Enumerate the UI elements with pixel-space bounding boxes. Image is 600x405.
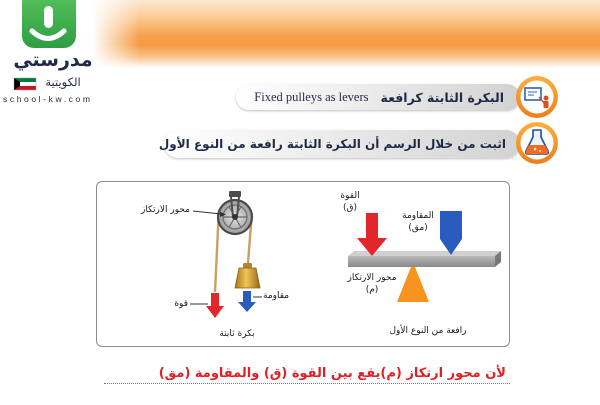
answer-line: لأن محور ارتكاز (م)يقع بين القوة (ق) والمقاومة (مق) [104,364,510,384]
lever-fulcrum-label: محور الارتكاز [347,273,397,283]
pulley-resistance-label: مقاومة [263,291,290,301]
pulley-force-label: قوة [174,299,188,309]
lab-flask-icon [516,122,558,164]
lever-caption: رافعة من النوع الأول [389,326,467,336]
lever-force-label: القوة [340,191,360,201]
logo-name: مدرستي [13,49,93,71]
task-prompt-text: اثبت من خلال الرسم أن البكرة الثابتة رافعة من النوع الأول [158,137,506,151]
section-title-english: Fixed pulleys as levers [254,89,369,104]
logo-green-tile [22,0,76,48]
logo-eye [44,6,53,28]
logo-site-url: school-kw.com [3,94,93,104]
lever-fulcrum-symbol: (م) [365,285,379,295]
lever-resistance-symbol: (مق) [408,223,428,233]
kuwait-flag-icon [14,78,36,90]
pulley-caption: بكرة ثابتة [219,329,255,339]
teacher-board-icon [516,76,558,118]
section-heading-bar [236,84,520,110]
logo-region: الكويتية [45,75,81,89]
task-prompt-bar [158,130,520,158]
header-banner [92,0,600,68]
pulley-fulcrum-label: محور الارتكاز [140,205,190,215]
logo-smile [32,31,64,39]
section-title-arabic: البكرة الثابتة كرافعة [380,89,504,105]
lever-force-symbol: (ق) [342,203,357,213]
madrasati-logo-icon [22,0,76,48]
lever-resistance-label: المقاومة [402,211,434,221]
